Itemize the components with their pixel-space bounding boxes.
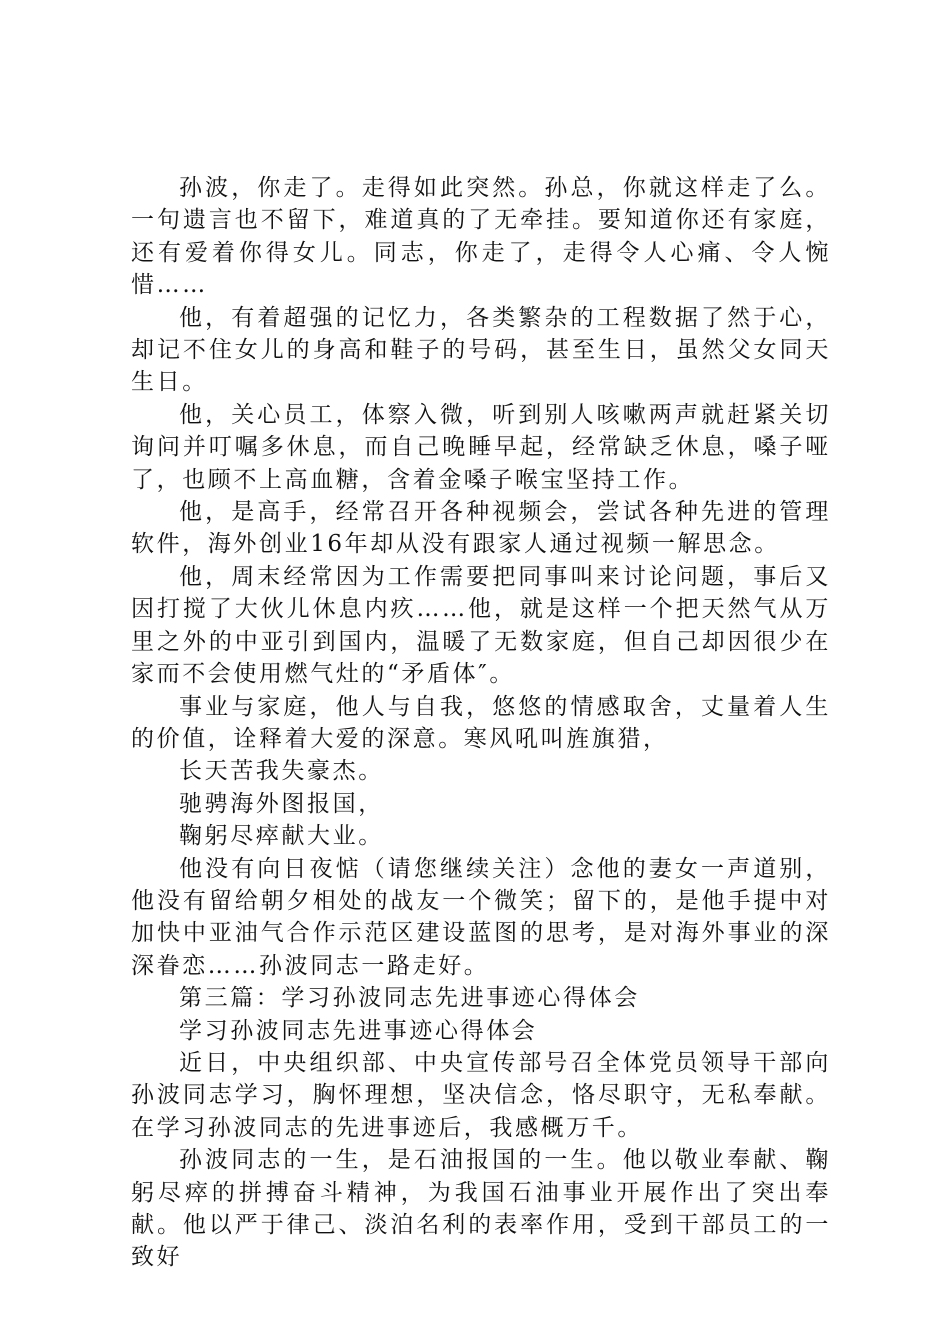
paragraph-career-and-family: 事业与家庭，他人与自我，悠悠的情感取舍，丈量着人生的价值，诠释着大爱的深意。寒风吼叫旌旗猎， bbox=[131, 693, 831, 752]
paragraph-farewell: 孙波，你走了。走得如此突然。孙总，你就这样走了么。一句遗言也不留下，难道真的了无牵挂。要知道你还有家庭，还有爱着你得女儿。同志，你走了，走得令人心痛、令人惋惜…… bbox=[131, 175, 831, 299]
document-body bbox=[131, 172, 831, 1274]
poem-line-3: 鞠躬尽瘁献大业。 bbox=[179, 823, 384, 850]
paragraph-care-for-staff: 他，关心员工，体察入微，听到别人咳嗽两声就赶紧关切询问并叮嘱多休息，而自己晚睡早起，经常缺乏休息，嗓子哑了，也顾不上高血糖，含着金嗓子喉宝坚持工作。 bbox=[131, 401, 831, 493]
paragraph-video-meetings: 他，是高手，经常召开各种视频会，尝试各种先进的管理软件，海外创业16年却从没有跟家人通过视频一解思念。 bbox=[131, 499, 831, 558]
paragraph-contradiction: 他，周末经常因为工作需要把同事叫来讨论问题，事后又因打搅了大伙儿休息内疚……他，就是这样一个把天然气从万里之外的中亚引到国内，温暖了无数家庭，但自己却因很少在家而不会使用燃气灶的“矛盾体″。 bbox=[131, 563, 831, 688]
paragraph-memory: 他，有着超强的记忆力，各类繁杂的工程数据了然于心，却记不住女儿的身高和鞋子的号码，甚至生日，虽然父女同天生日。 bbox=[131, 304, 831, 396]
section-heading-part-three: 第三篇：学习孙波同志先进事迹心得体会 bbox=[179, 985, 640, 1012]
poem-line-2: 驰骋海外图报国， bbox=[179, 790, 384, 817]
section-subtitle: 学习孙波同志先进事迹心得体会 bbox=[179, 1017, 538, 1044]
poem-line-1: 长天苦我失豪杰。 bbox=[179, 758, 384, 785]
paragraph-no-farewell: 他没有向日夜惦（请您继续关注）念他的妻女一声道别，他没有留给朝夕相处的战友一个微笑；留下的，是他手提中对加快中亚油气合作示范区建设蓝图的思考，是对海外事业的深深眷恋……孙波同志一路走好。 bbox=[131, 855, 831, 979]
paragraph-call-to-learn: 近日，中央组织部、中央宣传部号召全体党员领导干部向孙波同志学习，胸怀理想，坚决信念，恪尽职守，无私奉献。在学习孙波同志的先进事迹后，我感概万千。 bbox=[131, 1049, 831, 1141]
paragraph-life-of-service: 孙波同志的一生，是石油报国的一生。他以敬业奉献、鞠躬尽瘁的拼搏奋斗精神，为我国石油事业开展作出了突出奉献。他以严于律己、淡泊名利的表率作用，受到干部员工的一致好 bbox=[131, 1147, 831, 1271]
